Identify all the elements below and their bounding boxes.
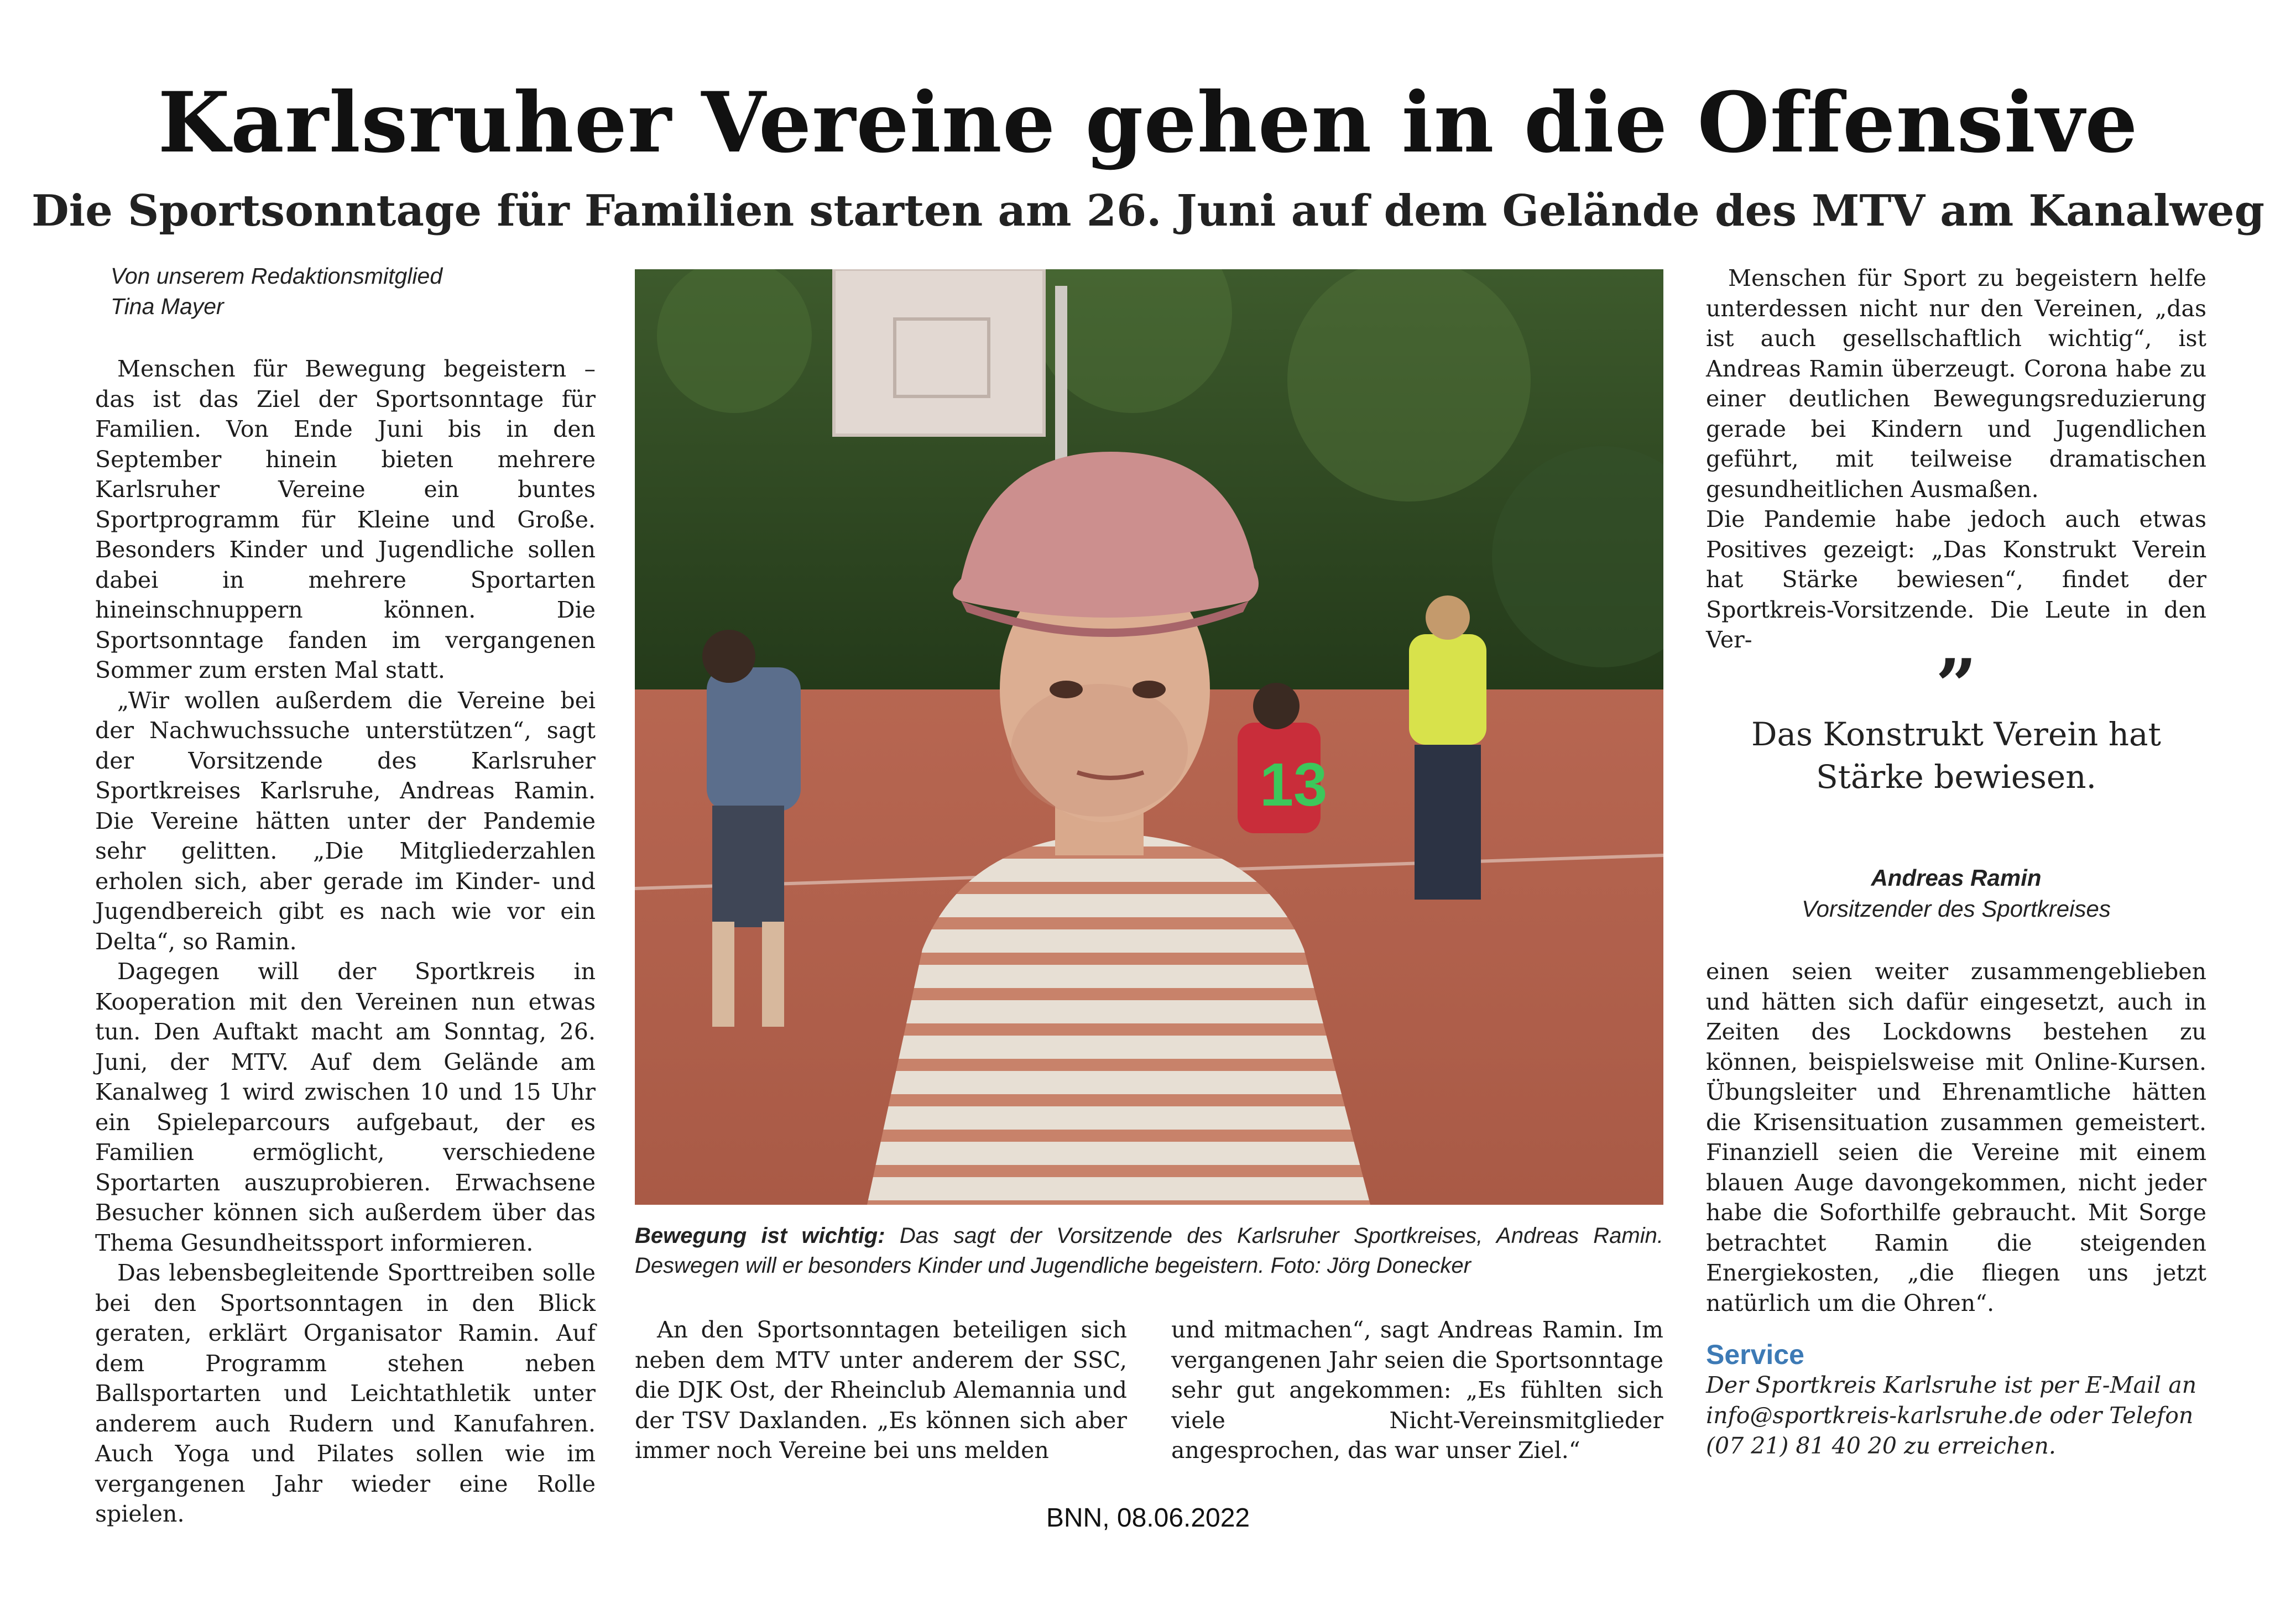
- article-headline: Karlsruher Vereine gehen in die Offensive: [158, 74, 2138, 171]
- photo-illustration: [635, 269, 1663, 1205]
- paragraph: einen seien weiter zusammengeblieben und hätten sich dafür eingesetzt, auch in Zeiten des Lockdowns bestehen zu können, beispielsweise mit Online-Kursen. Übungsleiter und Ehrenamtliche hätten die Krisensituation zusammen gemeistert. Finanziell seien die Vereine mit einem blauen Auge davongekommen, nicht jeder habe die Soforthilfe gebraucht. Mit Sorge betrachtet Ramin die steigenden Energiekosten, „die fliegen uns jetzt natürlich um die Ohren“.: [1706, 958, 2206, 1316]
- article-column-1: [95, 354, 596, 1529]
- article-column-2a: [635, 1315, 1127, 1466]
- paragraph: Menschen für Sport zu begeistern helfe unterdessen nicht nur den Vereinen, „das ist auch gesellschaftlich wichtig“, ist Andreas Ramin überzeugt. Corona habe zu einer deutlichen Bewegungsreduzierung gerade bei Kindern und Jugendlichen geführt, mit teilweise dramatischen gesundheitlichen Ausmaßen.: [1706, 265, 2206, 503]
- source-note: BNN, 08.06.2022: [1046, 1503, 1250, 1533]
- caption-text: Das sagt der Vorsitzende des Karlsruher Sportkreises, Andreas Ramin. Deswegen will er besonders Kinder und Jugendliche begeistern. Foto: Jörg Donecker: [635, 1224, 1663, 1278]
- paragraph: Dagegen will der Sportkreis in Kooperation mit den Vereinen nun etwas tun. Den Auftakt macht am Sonntag, 26. Juni, der MTV. Auf dem Gelände am Kanalweg 1 wird zwischen 10 und 15 Uhr ein Spieleparcours aufgebaut, der es Familien ermöglicht, verschiedene Sportarten auszuprobieren. Erwachsene Besucher können sich außerdem über das Thema Gesundheitssport informieren.: [95, 958, 596, 1256]
- article-column-2b: [1171, 1315, 1663, 1466]
- paragraph: und mitmachen“, sagt Andreas Ramin. Im vergangenen Jahr seien die Sportsonntage sehr gut angekommen: „Es fühlten sich viele Nicht-Vereinsmitglieder angesprochen, das war unser Ziel.“: [1171, 1316, 1663, 1464]
- caption-lead: Bewegung ist wichtig:: [635, 1224, 885, 1248]
- pull-quote-author: Andreas Ramin: [1871, 865, 2042, 891]
- byline-author: Tina Mayer: [111, 294, 224, 319]
- article-subheadline: Die Sportsonntage für Familien starten am 26. Juni auf dem Gelände des MTV am Kanalweg: [32, 186, 2264, 236]
- quote-mark-icon: ”: [1935, 643, 1977, 728]
- service-text: Der Sportkreis Karlsruhe ist per E-Mail an info@sportkreis-karlsruhe.de oder Telefon (07 21) 81 40 20 zu erreichen.: [1706, 1372, 2197, 1459]
- article-column-3a: [1706, 263, 2206, 655]
- byline: [111, 261, 608, 322]
- paragraph: Die Pandemie habe jedoch auch etwas Positives gezeigt: „Das Konstrukt Verein hat Stärke bewiesen“, findet der Sportkreis-Vorsitzende. Die Leute in den Ver-: [1706, 506, 2206, 653]
- svg-text:13: 13: [1260, 751, 1328, 819]
- pull-quote-text: Das Konstrukt Verein hat Stärke bewiesen.: [1751, 715, 2161, 796]
- article-photo: [635, 269, 1663, 1205]
- paragraph: „Wir wollen außerdem die Vereine bei der Nachwuchssuche unterstützen“, sagt der Vorsitzende des Karlsruher Sportkreises Karlsruhe, Andreas Ramin. Die Vereine hätten unter der Pandemie sehr gelitten. „Die Mitgliederzahlen erholen sich, aber gerade im Kinder- und Jugendbereich gibt es nach wie vor ein Delta“, so Ramin.: [95, 687, 596, 955]
- photo-caption: [635, 1221, 1663, 1281]
- paragraph: Das lebensbegleitende Sporttreiben solle bei den Sportsonntagen in den Blick geraten, erklärt Organisator Ramin. Auf dem Programm stehen neben Ballsportarten und Leichtathletik unter anderem auch Rudern und Kanufahren. Auch Yoga und Pilates sollen wie im vergangenen Jahr wieder eine Rolle spielen.: [95, 1260, 596, 1527]
- article-column-3b: [1706, 957, 2206, 1318]
- service-heading: Service: [1706, 1339, 1804, 1370]
- byline-line1: Von unserem Redaktionsmitglied: [111, 263, 443, 289]
- paragraph: Menschen für Bewegung begeistern – das ist das Ziel der Sportsonntage für Familien. Von Ende Juni bis in den September hinein bieten mehrere Karlsruher Vereine ein buntes Sportprogramm für Kleine und Große. Besonders Kinder und Jugendliche sollen dabei in mehrere Sportarten hineinschnuppern können. Die Sportsonntage fanden im vergangenen Sommer zum ersten Mal statt.: [95, 356, 596, 683]
- paragraph: An den Sportsonntagen beteiligen sich neben dem MTV unter anderem der SSC, die DJK Ost, der Rheinclub Alemannia und der TSV Daxlanden. „Es können sich aber immer noch Vereine bei uns melden: [635, 1316, 1127, 1464]
- pull-quote-role: Vorsitzender des Sportkreises: [1802, 896, 2111, 922]
